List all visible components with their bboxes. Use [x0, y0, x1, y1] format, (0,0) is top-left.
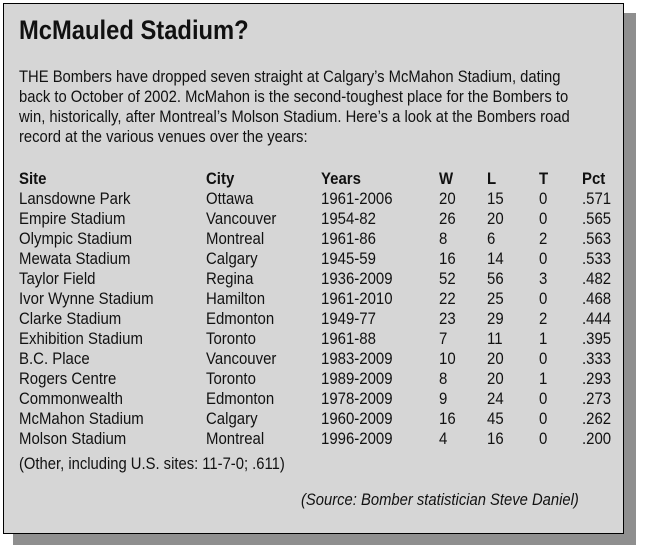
cell-ties: 2	[539, 309, 548, 328]
intro-text: THE Bombers have dropped seven straight at Calgary’s McMahon Stadium, dating back to October of 2002. McMahon is the second-toughest place for the Bombers to win, historically, after Montreal’s Molson Stadium. Here’s a look at the Bombers road record at the various venues over the years:	[19, 67, 570, 146]
cell-wins: 22	[439, 289, 456, 308]
cell-city: Toronto	[206, 369, 256, 388]
cell-site: McMahon Stadium	[19, 409, 144, 428]
header-city: City	[206, 169, 235, 188]
cell-losses: 16	[487, 429, 504, 448]
cell-city: Edmonton	[206, 389, 275, 408]
cell-city: Edmonton	[206, 309, 275, 328]
cell-wins: 23	[439, 309, 456, 328]
cell-pct: .333	[582, 349, 612, 368]
cell-losses: 11	[487, 329, 503, 348]
cell-site: Rogers Centre	[19, 369, 117, 388]
cell-losses: 45	[487, 409, 504, 428]
cell-losses: 6	[487, 229, 496, 248]
cell-ties: 0	[539, 249, 548, 268]
cell-wins: 8	[439, 229, 448, 248]
cell-site: Ivor Wynne Stadium	[19, 289, 154, 308]
cell-losses: 25	[487, 289, 504, 308]
cell-losses: 20	[487, 349, 504, 368]
cell-pct: .571	[582, 189, 612, 208]
cell-city: Regina	[206, 269, 254, 288]
cell-losses: 56	[487, 269, 504, 288]
cell-wins: 26	[439, 209, 456, 228]
cell-pct: .273	[582, 389, 612, 408]
cell-losses: 20	[487, 369, 504, 388]
cell-pct: .533	[582, 249, 612, 268]
cell-ties: 0	[539, 409, 548, 428]
cell-pct: .563	[582, 229, 612, 248]
cell-ties: 0	[539, 389, 548, 408]
cell-site: Molson Stadium	[19, 429, 127, 448]
cell-pct: .262	[582, 409, 612, 428]
cell-city: Montreal	[206, 229, 265, 248]
cell-ties: 0	[539, 189, 548, 208]
cell-city: Vancouver	[206, 349, 277, 368]
cell-wins: 16	[439, 249, 456, 268]
cell-city: Calgary	[206, 409, 258, 428]
cell-ties: 2	[539, 229, 548, 248]
cell-years: 1949-77	[321, 309, 376, 328]
cell-wins: 10	[439, 349, 456, 368]
cell-ties: 1	[539, 329, 548, 348]
cell-years: 1961-86	[321, 229, 376, 248]
cell-wins: 52	[439, 269, 456, 288]
cell-site: Empire Stadium	[19, 209, 126, 228]
cell-years: 1983-2009	[321, 349, 393, 368]
cell-years: 1954-82	[321, 209, 376, 228]
cell-city: Ottawa	[206, 189, 254, 208]
cell-ties: 0	[539, 209, 548, 228]
cell-site: Olympic Stadium	[19, 229, 133, 248]
cell-site: Taylor Field	[19, 269, 96, 288]
cell-city: Vancouver	[206, 209, 277, 228]
header-site: Site	[19, 169, 47, 188]
cell-losses: 24	[487, 389, 504, 408]
cell-site: Clarke Stadium	[19, 309, 122, 328]
cell-ties: 0	[539, 289, 548, 308]
cell-losses: 15	[487, 189, 504, 208]
cell-site: Exhibition Stadium	[19, 329, 143, 348]
cell-wins: 9	[439, 389, 448, 408]
cell-city: Calgary	[206, 249, 258, 268]
cell-years: 1996-2009	[321, 429, 393, 448]
header-wins: W	[439, 169, 454, 188]
source-credit: (Source: Bomber statistician Steve Daniel)	[301, 490, 579, 509]
cell-wins: 7	[439, 329, 448, 348]
cell-years: 1978-2009	[321, 389, 393, 408]
cell-pct: .468	[582, 289, 612, 308]
cell-pct: .395	[582, 329, 612, 348]
cell-pct: .482	[582, 269, 612, 288]
cell-years: 1945-59	[321, 249, 376, 268]
cell-city: Montreal	[206, 429, 265, 448]
cell-years: 1989-2009	[321, 369, 393, 388]
cell-years: 1936-2009	[321, 269, 393, 288]
cell-site: Commonwealth	[19, 389, 123, 408]
cell-site: B.C. Place	[19, 349, 90, 368]
cell-losses: 14	[487, 249, 504, 268]
cell-years: 1961-88	[321, 329, 376, 348]
header-years: Years	[321, 169, 361, 188]
cell-losses: 29	[487, 309, 504, 328]
cell-pct: .293	[582, 369, 612, 388]
header-pct: Pct	[582, 169, 606, 188]
cell-city: Hamilton	[206, 289, 266, 308]
cell-site: Lansdowne Park	[19, 189, 131, 208]
cell-ties: 0	[539, 429, 548, 448]
box-title: McMauled Stadium?	[19, 15, 249, 45]
cell-years: 1960-2009	[321, 409, 393, 428]
cell-wins: 4	[439, 429, 448, 448]
cell-site: Mewata Stadium	[19, 249, 131, 268]
header-losses: L	[487, 169, 497, 188]
cell-pct: .565	[582, 209, 612, 228]
cell-losses: 20	[487, 209, 504, 228]
cell-pct: .200	[582, 429, 612, 448]
other-sites-note: (Other, including U.S. sites: 11-7-0; .611)	[19, 454, 285, 473]
cell-wins: 16	[439, 409, 456, 428]
header-ties: T	[539, 169, 549, 188]
cell-ties: 0	[539, 349, 548, 368]
cell-ties: 1	[539, 369, 548, 388]
cell-ties: 3	[539, 269, 548, 288]
cell-years: 1961-2010	[321, 289, 393, 308]
cell-city: Toronto	[206, 329, 256, 348]
cell-years: 1961-2006	[321, 189, 393, 208]
cell-wins: 8	[439, 369, 448, 388]
cell-wins: 20	[439, 189, 456, 208]
info-box	[3, 3, 624, 534]
cell-pct: .444	[582, 309, 612, 328]
